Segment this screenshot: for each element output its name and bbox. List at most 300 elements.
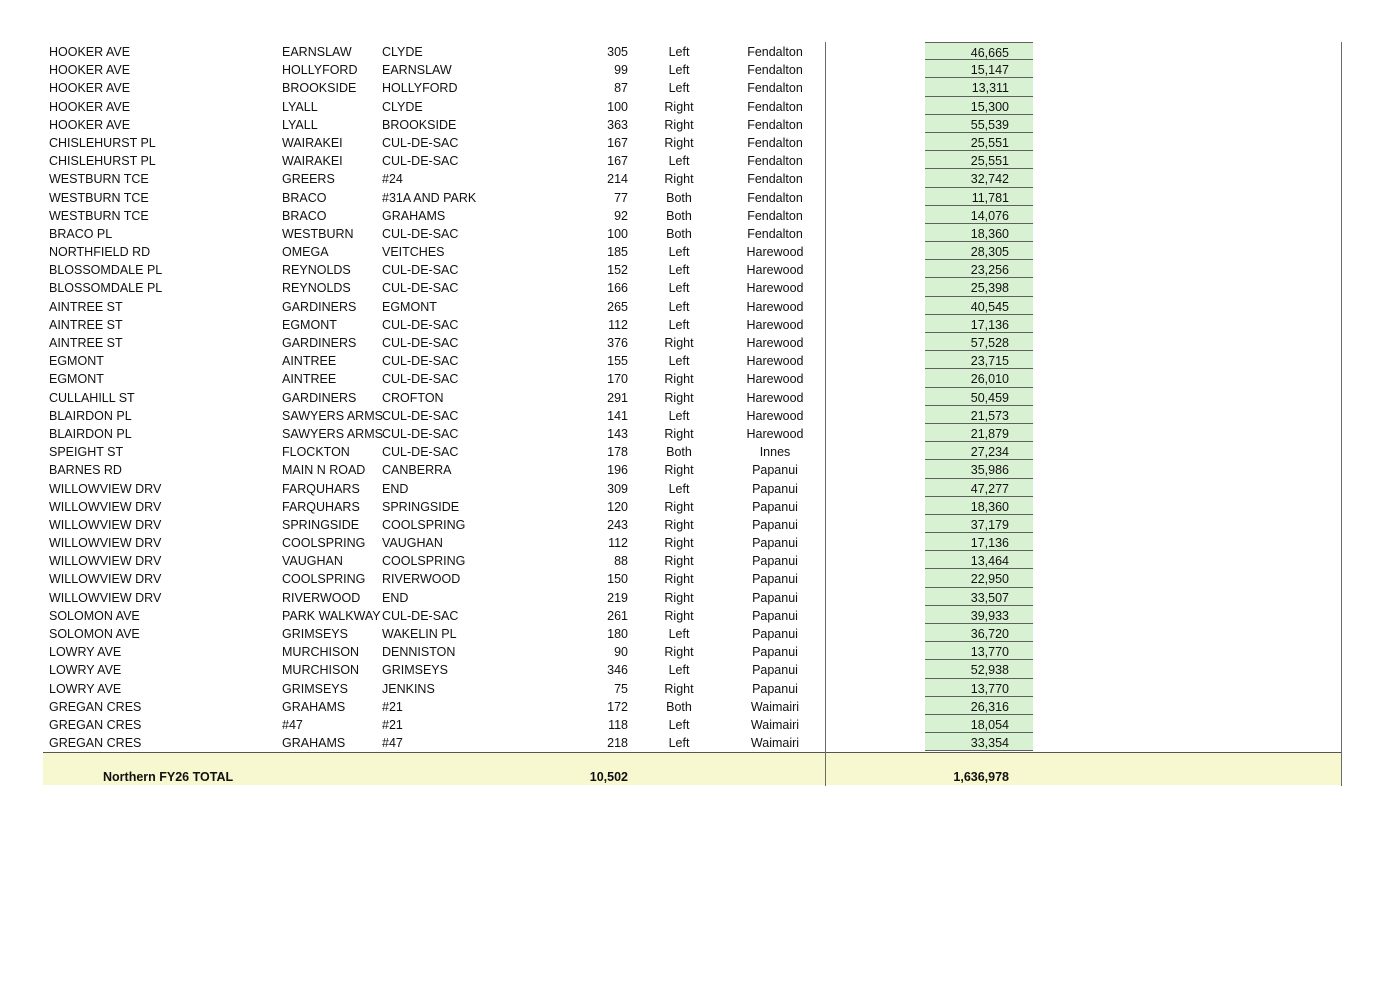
cost-cell: 13,311 bbox=[925, 78, 1033, 96]
side-cell: Left bbox=[668, 663, 690, 678]
length-cell: 112 bbox=[608, 536, 628, 551]
side-cell: Right bbox=[664, 517, 694, 532]
cost-cell: 11,781 bbox=[925, 188, 1033, 206]
table-row[interactable] bbox=[43, 624, 1342, 642]
length-cell: 77 bbox=[614, 190, 628, 205]
table-row[interactable] bbox=[43, 115, 1342, 133]
to-cell: COOLSPRING bbox=[382, 554, 466, 569]
length-cell: 155 bbox=[607, 354, 628, 369]
ward-cell: Papanui bbox=[752, 517, 798, 532]
ward-cell: Papanui bbox=[752, 536, 798, 551]
length-cell: 141 bbox=[607, 408, 628, 423]
street-name-cell: CULLAHILL ST bbox=[49, 390, 135, 405]
to-cell: CUL-DE-SAC bbox=[382, 354, 459, 369]
table-row[interactable] bbox=[43, 515, 1342, 533]
cost-cell: 57,528 bbox=[925, 333, 1033, 351]
cost-cell: 25,551 bbox=[925, 151, 1033, 169]
length-cell: 218 bbox=[607, 736, 628, 751]
side-cell: Right bbox=[664, 172, 694, 187]
side-cell: Left bbox=[668, 408, 690, 423]
street-name-cell: BARNES RD bbox=[49, 463, 122, 478]
to-cell: CUL-DE-SAC bbox=[382, 608, 459, 623]
total-length: 10,502 bbox=[589, 770, 628, 785]
side-cell: Left bbox=[668, 154, 690, 169]
from-cell: HOLLYFORD bbox=[282, 63, 358, 78]
ward-cell: Waimairi bbox=[750, 699, 800, 714]
from-cell: FLOCKTON bbox=[282, 445, 350, 460]
total-cost: 1,636,978 bbox=[953, 770, 1009, 785]
to-cell: CUL-DE-SAC bbox=[382, 154, 459, 169]
table-row[interactable] bbox=[43, 442, 1342, 460]
table-row[interactable] bbox=[43, 569, 1342, 587]
cost-cell: 15,300 bbox=[925, 97, 1033, 115]
side-cell: Left bbox=[668, 45, 690, 59]
from-cell: LYALL bbox=[282, 117, 318, 132]
street-name-cell: SOLOMON AVE bbox=[49, 627, 140, 641]
length-cell: 265 bbox=[607, 299, 628, 314]
to-cell: CUL-DE-SAC bbox=[382, 445, 459, 460]
to-cell: HOLLYFORD bbox=[382, 81, 458, 96]
total-row[interactable] bbox=[43, 752, 1342, 785]
ward-cell: Harewood bbox=[746, 426, 804, 441]
street-name-cell: WILLOWVIEW DRV bbox=[49, 499, 162, 514]
table-row[interactable] bbox=[43, 369, 1342, 387]
side-cell: Right bbox=[664, 390, 694, 405]
side-cell: Left bbox=[668, 281, 690, 296]
side-cell: Left bbox=[668, 627, 690, 641]
side-cell: Left bbox=[668, 263, 690, 278]
table-row[interactable] bbox=[43, 715, 1342, 733]
cost-cell: 21,573 bbox=[925, 406, 1033, 424]
cost-cell: 39,933 bbox=[925, 606, 1033, 624]
to-cell: WAKELIN PL bbox=[382, 627, 457, 641]
from-cell: EARNSLAW bbox=[282, 45, 352, 59]
table-row[interactable] bbox=[43, 606, 1342, 624]
ward-cell: Harewood bbox=[746, 390, 804, 405]
from-cell: WESTBURN bbox=[282, 226, 354, 241]
side-cell: Right bbox=[664, 536, 694, 551]
street-name-cell: LOWRY AVE bbox=[49, 645, 122, 660]
length-cell: 100 bbox=[607, 99, 628, 114]
from-cell: COOLSPRING bbox=[282, 536, 366, 551]
street-name-cell: WILLOWVIEW DRV bbox=[49, 554, 162, 569]
side-cell: Both bbox=[666, 699, 692, 714]
street-name-cell: WILLOWVIEW DRV bbox=[49, 481, 162, 496]
to-cell: SPRINGSIDE bbox=[382, 499, 460, 514]
to-cell: DENNISTON bbox=[382, 645, 456, 660]
table-body bbox=[43, 42, 1342, 751]
ward-cell: Papanui bbox=[752, 572, 798, 587]
from-cell: OMEGA bbox=[282, 245, 329, 260]
side-cell: Right bbox=[664, 499, 694, 514]
table-row[interactable] bbox=[43, 660, 1342, 678]
to-cell: END bbox=[382, 481, 409, 496]
from-cell: MURCHISON bbox=[282, 663, 360, 678]
cost-cell: 23,256 bbox=[925, 260, 1033, 278]
length-cell: 180 bbox=[607, 627, 628, 641]
side-cell: Right bbox=[664, 372, 694, 387]
side-cell: Right bbox=[664, 681, 694, 696]
street-name-cell: LOWRY AVE bbox=[49, 681, 122, 696]
table-row[interactable] bbox=[43, 133, 1342, 151]
side-cell: Right bbox=[664, 645, 694, 660]
street-name-cell: WESTBURN TCE bbox=[49, 208, 149, 223]
length-cell: 75 bbox=[614, 681, 628, 696]
table-row[interactable] bbox=[43, 351, 1342, 369]
table-row[interactable] bbox=[43, 551, 1342, 569]
street-name-cell: BLOSSOMDALE PL bbox=[49, 263, 163, 278]
spreadsheet-table bbox=[43, 42, 1342, 785]
table-row[interactable] bbox=[43, 242, 1342, 260]
cost-cell: 35,986 bbox=[925, 460, 1033, 478]
cost-cell: 17,136 bbox=[925, 533, 1033, 551]
length-cell: 150 bbox=[607, 572, 628, 587]
from-cell: AINTREE bbox=[282, 372, 337, 387]
right-border bbox=[1341, 42, 1342, 786]
ward-cell: Fendalton bbox=[747, 63, 803, 78]
from-cell: BRACO bbox=[282, 208, 327, 223]
ward-cell: Papanui bbox=[752, 463, 798, 478]
cost-cell: 23,715 bbox=[925, 351, 1033, 369]
cost-cell: 50,459 bbox=[925, 388, 1033, 406]
length-cell: 214 bbox=[607, 172, 628, 187]
cost-cell: 26,316 bbox=[925, 697, 1033, 715]
ward-cell: Papanui bbox=[752, 681, 798, 696]
side-cell: Left bbox=[668, 354, 690, 369]
side-cell: Left bbox=[668, 717, 690, 732]
length-cell: 99 bbox=[614, 63, 628, 78]
length-cell: 196 bbox=[607, 463, 628, 478]
ward-cell: Papanui bbox=[752, 554, 798, 569]
side-cell: Left bbox=[668, 81, 690, 96]
ward-cell: Fendalton bbox=[747, 154, 803, 169]
street-name-cell: WILLOWVIEW DRV bbox=[49, 536, 162, 551]
cost-cell: 22,950 bbox=[925, 569, 1033, 587]
side-cell: Right bbox=[664, 117, 694, 132]
to-cell: VEITCHES bbox=[382, 245, 445, 260]
from-cell: LYALL bbox=[282, 99, 318, 114]
ward-cell: Harewood bbox=[746, 408, 804, 423]
side-cell: Both bbox=[666, 190, 692, 205]
side-cell: Left bbox=[668, 299, 690, 314]
length-cell: 152 bbox=[607, 263, 628, 278]
cost-cell: 28,305 bbox=[925, 242, 1033, 260]
from-cell: AINTREE bbox=[282, 354, 337, 369]
cost-cell: 36,720 bbox=[925, 624, 1033, 642]
table-row[interactable] bbox=[43, 206, 1342, 224]
ward-cell: Harewood bbox=[746, 299, 804, 314]
to-cell: RIVERWOOD bbox=[382, 572, 461, 587]
side-cell: Right bbox=[664, 590, 694, 605]
table-row[interactable] bbox=[43, 533, 1342, 551]
ward-cell: Waimairi bbox=[750, 717, 800, 732]
ward-cell: Papanui bbox=[752, 608, 798, 623]
to-cell: #47 bbox=[382, 736, 403, 751]
table-row[interactable] bbox=[43, 497, 1342, 515]
from-cell: PARK WALKWAY bbox=[282, 608, 381, 623]
from-cell: SAWYERS ARMS bbox=[282, 426, 383, 441]
length-cell: 172 bbox=[607, 699, 628, 714]
street-name-cell: AINTREE ST bbox=[49, 336, 123, 350]
cost-cell: 40,545 bbox=[925, 297, 1033, 315]
from-cell: COOLSPRING bbox=[282, 572, 366, 587]
street-name-cell: WILLOWVIEW DRV bbox=[49, 572, 162, 587]
length-cell: 100 bbox=[607, 226, 628, 241]
table-row[interactable] bbox=[43, 642, 1342, 660]
cost-cell: 52,938 bbox=[925, 660, 1033, 678]
street-name-cell: HOOKER AVE bbox=[49, 81, 131, 96]
cost-cell: 18,054 bbox=[925, 715, 1033, 733]
ward-cell: Fendalton bbox=[747, 172, 803, 187]
table-row[interactable] bbox=[43, 333, 1342, 351]
table-row[interactable] bbox=[43, 315, 1342, 333]
table-row[interactable] bbox=[43, 588, 1342, 606]
side-cell: Right bbox=[664, 572, 694, 587]
ward-cell: Papanui bbox=[752, 663, 798, 678]
length-cell: 219 bbox=[607, 590, 628, 605]
length-cell: 346 bbox=[607, 663, 628, 678]
street-name-cell: CHISLEHURST PL bbox=[49, 135, 156, 150]
side-cell: Both bbox=[666, 208, 692, 223]
from-cell: MAIN N ROAD bbox=[282, 463, 366, 478]
from-cell: GARDINERS bbox=[282, 336, 357, 350]
street-name-cell: SPEIGHT ST bbox=[49, 445, 124, 460]
to-cell: CROFTON bbox=[382, 390, 444, 405]
ward-cell: Harewood bbox=[746, 354, 804, 369]
street-name-cell: HOOKER AVE bbox=[49, 117, 131, 132]
table-row[interactable] bbox=[43, 406, 1342, 424]
to-cell: CUL-DE-SAC bbox=[382, 372, 459, 387]
from-cell: GARDINERS bbox=[282, 299, 357, 314]
to-cell: CUL-DE-SAC bbox=[382, 263, 459, 278]
to-cell: #21 bbox=[382, 699, 403, 714]
table-row[interactable] bbox=[43, 679, 1342, 697]
length-cell: 90 bbox=[614, 645, 628, 660]
side-cell: Left bbox=[668, 63, 690, 78]
ward-cell: Harewood bbox=[746, 281, 804, 296]
cost-cell: 21,879 bbox=[925, 424, 1033, 442]
to-cell: CUL-DE-SAC bbox=[382, 336, 459, 350]
to-cell: VAUGHAN bbox=[382, 536, 443, 551]
total-label: Northern FY26 TOTAL bbox=[103, 770, 234, 785]
length-cell: 166 bbox=[607, 281, 628, 296]
cost-cell: 47,277 bbox=[925, 479, 1033, 497]
to-cell: #31A AND PARK bbox=[382, 190, 477, 205]
ward-cell: Papanui bbox=[752, 590, 798, 605]
side-cell: Right bbox=[664, 426, 694, 441]
to-cell: END bbox=[382, 590, 409, 605]
table-row[interactable] bbox=[43, 278, 1342, 296]
to-cell: CANBERRA bbox=[382, 463, 452, 478]
from-cell: FARQUHARS bbox=[282, 481, 360, 496]
ward-cell: Fendalton bbox=[747, 208, 803, 223]
cost-cell: 18,360 bbox=[925, 224, 1033, 242]
from-cell: SPRINGSIDE bbox=[282, 517, 360, 532]
from-cell: BROOKSIDE bbox=[282, 81, 357, 96]
to-cell: CUL-DE-SAC bbox=[382, 226, 459, 241]
side-cell: Left bbox=[668, 736, 690, 751]
length-cell: 185 bbox=[607, 245, 628, 260]
ward-cell: Harewood bbox=[746, 336, 804, 350]
side-cell: Left bbox=[668, 317, 690, 332]
side-cell: Right bbox=[664, 608, 694, 623]
to-cell: CUL-DE-SAC bbox=[382, 317, 459, 332]
length-cell: 167 bbox=[607, 154, 628, 169]
cost-cell: 27,234 bbox=[925, 442, 1033, 460]
to-cell: CUL-DE-SAC bbox=[382, 281, 459, 296]
street-name-cell: BLOSSOMDALE PL bbox=[49, 281, 163, 296]
column-divider bbox=[825, 42, 826, 786]
street-name-cell: CHISLEHURST PL bbox=[49, 154, 156, 169]
street-name-cell: LOWRY AVE bbox=[49, 663, 122, 678]
table-row[interactable] bbox=[43, 169, 1342, 187]
from-cell: VAUGHAN bbox=[282, 554, 343, 569]
length-cell: 363 bbox=[607, 117, 628, 132]
table-row[interactable] bbox=[43, 151, 1342, 169]
cost-cell: 46,665 bbox=[925, 42, 1033, 60]
cost-cell: 33,354 bbox=[925, 733, 1033, 751]
from-cell: GRAHAMS bbox=[282, 699, 346, 714]
cost-cell: 15,147 bbox=[925, 60, 1033, 78]
to-cell: CLYDE bbox=[382, 99, 423, 114]
cost-cell: 37,179 bbox=[925, 515, 1033, 533]
from-cell: WAIRAKEI bbox=[282, 135, 343, 150]
street-name-cell: WESTBURN TCE bbox=[49, 190, 149, 205]
length-cell: 261 bbox=[607, 608, 628, 623]
table-row[interactable] bbox=[43, 424, 1342, 442]
ward-cell: Fendalton bbox=[747, 135, 803, 150]
table-row[interactable] bbox=[43, 224, 1342, 242]
to-cell: GRIMSEYS bbox=[382, 663, 448, 678]
street-name-cell: BLAIRDON PL bbox=[49, 426, 132, 441]
ward-cell: Harewood bbox=[746, 245, 804, 260]
side-cell: Right bbox=[664, 554, 694, 569]
table-row[interactable] bbox=[43, 697, 1342, 715]
side-cell: Right bbox=[664, 336, 694, 350]
side-cell: Left bbox=[668, 481, 690, 496]
ward-cell: Harewood bbox=[746, 263, 804, 278]
length-cell: 88 bbox=[614, 554, 628, 569]
table-row[interactable] bbox=[43, 188, 1342, 206]
cost-cell: 25,551 bbox=[925, 133, 1033, 151]
cost-cell: 13,770 bbox=[925, 642, 1033, 660]
street-name-cell: WILLOWVIEW DRV bbox=[49, 590, 162, 605]
length-cell: 120 bbox=[607, 499, 628, 514]
to-cell: #24 bbox=[382, 172, 403, 187]
street-name-cell: EGMONT bbox=[49, 354, 104, 369]
side-cell: Right bbox=[664, 135, 694, 150]
to-cell: EARNSLAW bbox=[382, 63, 452, 78]
length-cell: 291 bbox=[607, 390, 628, 405]
table-row[interactable] bbox=[43, 60, 1342, 78]
street-name-cell: EGMONT bbox=[49, 372, 104, 387]
length-cell: 309 bbox=[607, 481, 628, 496]
cost-cell: 32,742 bbox=[925, 169, 1033, 187]
ward-cell: Fendalton bbox=[747, 117, 803, 132]
street-name-cell: SOLOMON AVE bbox=[49, 608, 140, 623]
street-name-cell: WESTBURN TCE bbox=[49, 172, 149, 187]
cost-cell: 13,464 bbox=[925, 551, 1033, 569]
ward-cell: Waimairi bbox=[750, 736, 800, 751]
from-cell: GRIMSEYS bbox=[282, 681, 348, 696]
table-row[interactable] bbox=[43, 260, 1342, 278]
length-cell: 243 bbox=[607, 517, 628, 532]
length-cell: 305 bbox=[607, 45, 628, 59]
from-cell: GRAHAMS bbox=[282, 736, 346, 751]
to-cell: COOLSPRING bbox=[382, 517, 466, 532]
ward-cell: Papanui bbox=[752, 645, 798, 660]
table-row[interactable] bbox=[43, 479, 1342, 497]
from-cell: #47 bbox=[282, 717, 303, 732]
street-name-cell: NORTHFIELD RD bbox=[49, 245, 151, 260]
length-cell: 178 bbox=[607, 445, 628, 460]
to-cell: BROOKSIDE bbox=[382, 117, 457, 132]
length-cell: 92 bbox=[614, 208, 628, 223]
table-row[interactable] bbox=[43, 460, 1342, 478]
ward-cell: Harewood bbox=[746, 317, 804, 332]
table-row[interactable] bbox=[43, 42, 1342, 60]
from-cell: EGMONT bbox=[282, 317, 337, 332]
table-row[interactable] bbox=[43, 78, 1342, 96]
street-name-cell: GREGAN CRES bbox=[49, 717, 142, 732]
table-row[interactable] bbox=[43, 97, 1342, 115]
cost-cell: 13,770 bbox=[925, 679, 1033, 697]
cost-cell: 18,360 bbox=[925, 497, 1033, 515]
ward-cell: Fendalton bbox=[747, 81, 803, 96]
ward-cell: Fendalton bbox=[747, 99, 803, 114]
cost-cell: 17,136 bbox=[925, 315, 1033, 333]
to-cell: CUL-DE-SAC bbox=[382, 135, 459, 150]
from-cell: RIVERWOOD bbox=[282, 590, 361, 605]
to-cell: #21 bbox=[382, 717, 403, 732]
from-cell: WAIRAKEI bbox=[282, 154, 343, 169]
side-cell: Left bbox=[668, 245, 690, 260]
street-name-cell: WILLOWVIEW DRV bbox=[49, 517, 162, 532]
street-name-cell: HOOKER AVE bbox=[49, 63, 131, 78]
side-cell: Right bbox=[664, 99, 694, 114]
length-cell: 118 bbox=[608, 717, 628, 732]
street-name-cell: HOOKER AVE bbox=[49, 99, 131, 114]
to-cell: JENKINS bbox=[382, 681, 435, 696]
from-cell: GARDINERS bbox=[282, 390, 357, 405]
length-cell: 143 bbox=[607, 426, 628, 441]
table-row[interactable] bbox=[43, 388, 1342, 406]
from-cell: REYNOLDS bbox=[282, 281, 351, 296]
length-cell: 112 bbox=[608, 317, 628, 332]
length-cell: 376 bbox=[607, 336, 628, 350]
ward-cell: Fendalton bbox=[747, 226, 803, 241]
side-cell: Both bbox=[666, 226, 692, 241]
from-cell: SAWYERS ARMS bbox=[282, 408, 383, 423]
length-cell: 87 bbox=[614, 81, 628, 96]
street-name-cell: BRACO PL bbox=[49, 226, 113, 241]
from-cell: FARQUHARS bbox=[282, 499, 360, 514]
ward-cell: Papanui bbox=[752, 481, 798, 496]
table-row[interactable] bbox=[43, 297, 1342, 315]
from-cell: BRACO bbox=[282, 190, 327, 205]
cost-cell: 25,398 bbox=[925, 278, 1033, 296]
from-cell: REYNOLDS bbox=[282, 263, 351, 278]
cost-cell: 14,076 bbox=[925, 206, 1033, 224]
street-name-cell: BLAIRDON PL bbox=[49, 408, 132, 423]
to-cell: GRAHAMS bbox=[382, 208, 446, 223]
cost-cell: 26,010 bbox=[925, 369, 1033, 387]
cost-cell: 33,507 bbox=[925, 588, 1033, 606]
table-row[interactable] bbox=[43, 733, 1342, 751]
side-cell: Right bbox=[664, 463, 694, 478]
to-cell: CLYDE bbox=[382, 45, 423, 59]
ward-cell: Papanui bbox=[752, 499, 798, 514]
